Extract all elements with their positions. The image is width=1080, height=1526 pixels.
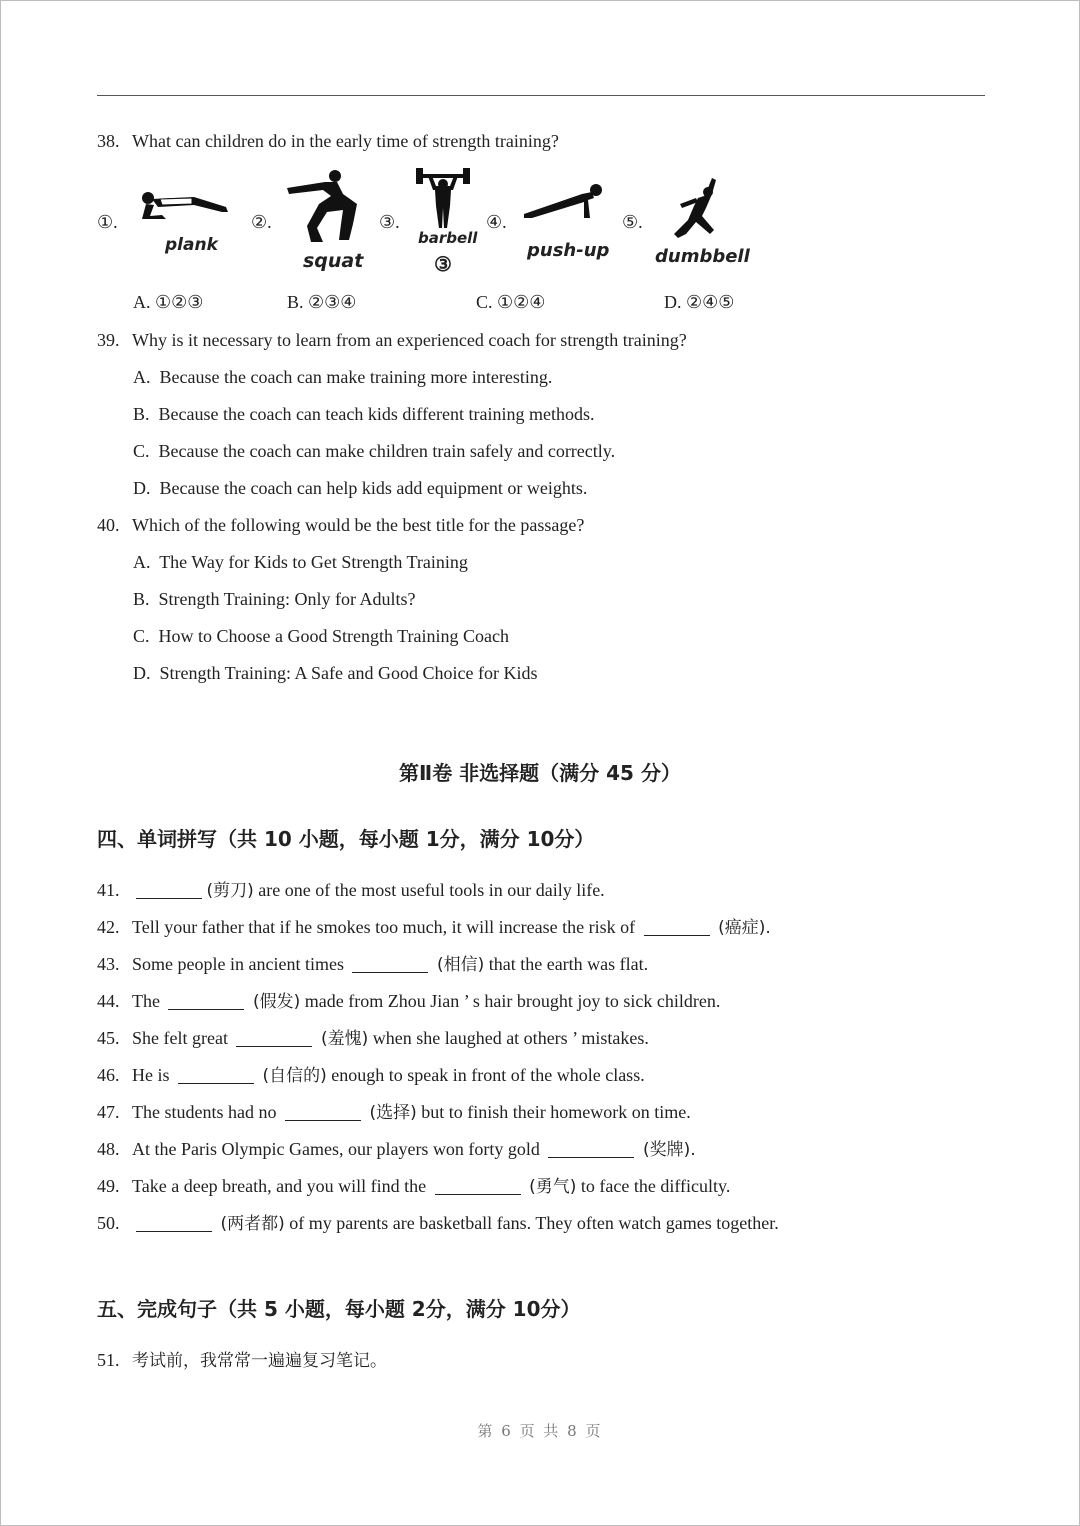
picture-mark-4: ④. — [486, 212, 507, 232]
item-hint: (自信的) — [262, 1066, 327, 1086]
item-number: 48. — [97, 1139, 120, 1159]
question-text: 考试前，我常常一遍遍复习笔记。 — [132, 1351, 387, 1371]
option-text: Strength Training: A Safe and Good Choice for Kids — [159, 663, 538, 683]
q39-option-b[interactable] — [133, 403, 595, 425]
item-50 — [97, 1212, 779, 1235]
q40-option-c[interactable] — [133, 625, 509, 647]
item-hint: (假发) — [252, 992, 301, 1012]
item-hint: (羞愧) — [320, 1029, 369, 1049]
item-after: but to finish their homework on time. — [421, 1102, 691, 1122]
q38-option-d[interactable] — [664, 291, 734, 313]
item-number: 44. — [97, 991, 120, 1011]
option-key: D. — [133, 663, 151, 683]
item-after: made from Zhou Jian ’ s hair brought joy to sick children. — [304, 991, 721, 1011]
picture-mark-2: ②. — [251, 212, 272, 232]
question-number: 40. — [97, 515, 120, 535]
squat-label: squat — [303, 250, 364, 272]
q40-option-b[interactable] — [133, 588, 416, 610]
item-48 — [97, 1138, 696, 1161]
item-before: Tell your father that if he smokes too much, it will increase the risk of — [132, 917, 636, 937]
item-49 — [97, 1175, 730, 1198]
option-text: How to Choose a Good Strength Training Coach — [158, 626, 510, 646]
item-42 — [97, 916, 771, 939]
option-key: A. — [133, 552, 151, 572]
answer-blank[interactable] — [236, 1030, 312, 1047]
question-text: What can children do in the early time of strength training? — [132, 131, 559, 151]
item-hint: (两者都) — [220, 1214, 285, 1234]
answer-blank[interactable] — [178, 1067, 254, 1084]
section4-title: 四、单词拼写（共 10 小题，每小题 1分，满分 10分） — [97, 827, 595, 851]
push-up-label: push-up — [527, 240, 610, 261]
question-text: Which of the following would be the best title for the passage? — [132, 515, 585, 535]
question-51 — [97, 1349, 387, 1372]
picture-mark-1: ①. — [97, 212, 118, 232]
q39-option-a[interactable] — [133, 366, 552, 388]
plank-icon — [136, 185, 232, 225]
barbell-icon — [416, 168, 470, 230]
item-number: 41. — [97, 880, 120, 900]
option-key: B. — [287, 292, 304, 312]
option-text: ②④⑤ — [686, 292, 735, 312]
item-after: are one of the most useful tools in our daily life. — [258, 880, 605, 900]
item-before: Some people in ancient times — [132, 954, 344, 974]
option-text: Because the coach can help kids add equipment or weights. — [159, 478, 588, 498]
option-text: Because the coach can make training more interesting. — [159, 367, 553, 387]
option-text: Because the coach can teach kids different training methods. — [158, 404, 595, 424]
answer-blank[interactable] — [136, 1215, 212, 1232]
section5-title: 五、完成句子（共 5 小题，每小题 2分，满分 10分） — [97, 1297, 581, 1321]
item-after: of my parents are basketball fans. They often watch games together. — [289, 1213, 779, 1233]
question-39 — [97, 329, 687, 351]
header-rule — [97, 95, 985, 96]
answer-blank[interactable] — [548, 1141, 634, 1158]
item-number: 43. — [97, 954, 120, 974]
option-key: C. — [133, 626, 150, 646]
question-number: 51. — [97, 1350, 120, 1370]
q40-option-a[interactable] — [133, 551, 468, 573]
q40-option-d[interactable] — [133, 662, 537, 684]
answer-blank[interactable] — [352, 956, 428, 973]
page-footer: 第 6 页 共 8 页 — [477, 1422, 603, 1440]
option-key: B. — [133, 404, 150, 424]
item-number: 49. — [97, 1176, 120, 1196]
push-up-icon — [522, 184, 604, 222]
barbell-label: barbell — [418, 229, 478, 247]
option-text: Strength Training: Only for Adults? — [158, 589, 416, 609]
question-40 — [97, 514, 584, 536]
option-key: A. — [133, 367, 151, 387]
item-before: The students had no — [132, 1102, 277, 1122]
option-key: C. — [133, 441, 150, 461]
question-38 — [97, 130, 559, 152]
question-number: 38. — [97, 131, 120, 151]
item-before: Take a deep breath, and you will find the — [132, 1176, 427, 1196]
answer-blank[interactable] — [644, 919, 710, 936]
option-text: ②③④ — [308, 292, 357, 312]
item-hint: (奖牌). — [642, 1140, 696, 1160]
picture-mark-5: ⑤. — [622, 212, 643, 232]
plank-label: plank — [165, 235, 218, 255]
item-hint: (相信) — [436, 955, 485, 975]
item-number: 47. — [97, 1102, 120, 1122]
item-before: At the Paris Olympic Games, our players won forty gold — [132, 1139, 540, 1159]
option-key: A. — [133, 292, 151, 312]
answer-blank[interactable] — [435, 1178, 521, 1195]
item-before: She felt great — [132, 1028, 228, 1048]
item-number: 45. — [97, 1028, 120, 1048]
q38-option-a[interactable] — [133, 291, 203, 313]
q39-option-d[interactable] — [133, 477, 587, 499]
answer-blank[interactable] — [136, 882, 202, 899]
q38-option-b[interactable] — [287, 291, 356, 313]
item-after: that the earth was flat. — [488, 954, 649, 974]
q38-option-c[interactable] — [476, 291, 545, 313]
item-43 — [97, 953, 648, 976]
item-47 — [97, 1101, 691, 1124]
picture-mark-3: ③. — [379, 212, 400, 232]
barbell-badge: ③ — [434, 254, 452, 276]
question-text: Why is it necessary to learn from an experienced coach for strength training? — [132, 330, 687, 350]
option-key: B. — [133, 589, 150, 609]
answer-blank[interactable] — [285, 1104, 361, 1121]
dumbbell-label: dumbbell — [655, 246, 750, 267]
item-before: He is — [132, 1065, 170, 1085]
item-after: when she laughed at others ’ mistakes. — [372, 1028, 649, 1048]
answer-blank[interactable] — [168, 993, 244, 1010]
option-key: D. — [133, 478, 151, 498]
item-number: 42. — [97, 917, 120, 937]
q39-option-c[interactable] — [133, 440, 615, 462]
option-key: D. — [664, 292, 682, 312]
squat-icon — [287, 168, 369, 244]
item-before: The — [132, 991, 160, 1011]
item-45 — [97, 1027, 649, 1050]
item-hint: (选择) — [369, 1103, 417, 1123]
question-number: 39. — [97, 330, 120, 350]
item-hint: (癌症). — [718, 918, 771, 938]
option-text: ①②③ — [155, 292, 204, 312]
part2-title: 第Ⅱ卷 非选择题（满分 45 分） — [399, 761, 681, 785]
item-41 — [97, 879, 605, 902]
option-text: Because the coach can make children train safely and correctly. — [158, 441, 616, 461]
option-text: ①②④ — [497, 292, 546, 312]
dumbbell-icon — [668, 178, 724, 240]
item-hint: (勇气) — [529, 1177, 577, 1197]
item-number: 46. — [97, 1065, 120, 1085]
item-after: to face the difficulty. — [580, 1176, 731, 1196]
item-46 — [97, 1064, 645, 1087]
option-key: C. — [476, 292, 493, 312]
item-after: enough to speak in front of the whole class. — [331, 1065, 645, 1085]
item-44 — [97, 990, 720, 1013]
item-number: 50. — [97, 1213, 120, 1233]
option-text: The Way for Kids to Get Strength Training — [159, 552, 468, 572]
item-hint: (剪刀) — [206, 881, 254, 901]
